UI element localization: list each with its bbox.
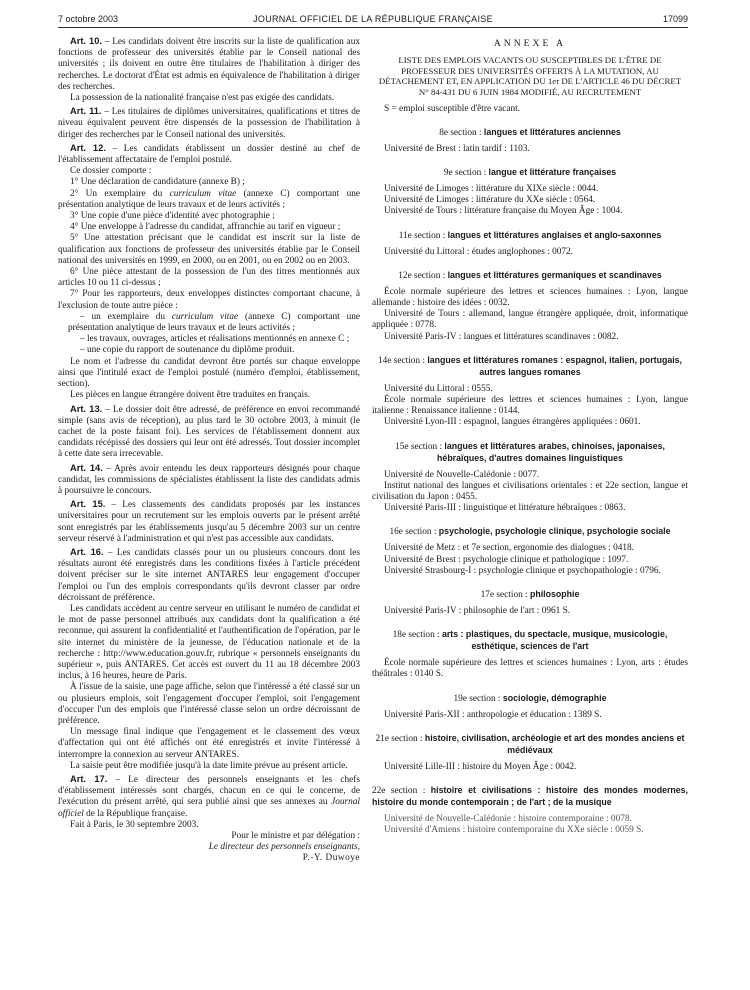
section-11-entry: Université du Littoral : études anglophones : 0072.	[384, 246, 574, 257]
dash-item-1: – un exemplaire du curriculum vitae (annexe C) comportant une présentation analytique de leurs travaux et de leurs activités ;	[68, 311, 360, 334]
section-17-heading: 17e section : philosophie	[480, 589, 580, 601]
list-item-2: 2° Un exemplaire du curriculum vitae (annexe C) comportant une présentation analytique de leurs travaux et de leurs activités ;	[58, 188, 361, 210]
section-19-heading: 19e section : sociologie, démographie	[453, 692, 607, 704]
fait-a-paris: Fait à Paris, le 30 septembre 2003.	[70, 819, 199, 830]
article-10-para-2: La possession de la nationalité française n'est pas exigée des candidats.	[70, 93, 335, 104]
list-item-3: 3° Une copie d'une pièce d'identité avec photographie ;	[70, 211, 275, 222]
section-19-entry: Université Paris-XII : anthropologie et éducation : 1389 S.	[384, 709, 602, 720]
header-journal-title: JOURNAL OFFICIEL DE LA RÉPUBLIQUE FRANÇAISE	[253, 14, 493, 24]
article-13: Art. 13. – Le dossier doit être adressé, de préférence en envoi recommandé simple (sans avis de réception), au plus tard le 30 octobre 2003, à minuit (le cachet de la poste faisant foi). Les services de l'établissement donnent aux candidats récépissé des dossiers qui leur ont été adressés. Tout dossier incomplet à cette date sera irrecevable.	[58, 403, 360, 460]
section-12-entry: Université Paris-IV : langues et littératures scandinaves : 0082.	[384, 331, 619, 342]
article-15: Art. 15. – Les classements des candidats proposés par les instances universitaires pour un recrutement sur les emplois ouverts par le présent arrêté sont enregistrés par les établissements jusqu'au 5 décembre 2003 sur un centre serveur réservé à l'administration et qui n'est pas accessible aux candidats.	[58, 499, 360, 544]
section-16-heading: 16e section : psychologie, psychologie clinique, psychologie sociale	[389, 526, 671, 538]
article-12: Art. 12. – Les candidats établissent un dossier destiné au chef de l'établissement affectataire de l'emploi postulé.	[58, 142, 360, 166]
section-16-entry: Université Strasbourg-I : psychologie clinique et psychopathologie : 0796.	[384, 565, 661, 576]
section-9-entry: Université de Limoges : littérature du XIXe siècle : 0044.	[384, 183, 599, 194]
section-18-heading: 18e section : arts : plastiques, du spectacle, musique, musicologie, esthétique, sciences de l'art	[392, 629, 668, 652]
section-14-entry: École normale supérieure des lettres et sciences humaines : Lyon, langue italienne : Renaissance italienne : 0144.	[372, 395, 688, 417]
header-rule	[58, 27, 688, 28]
page-header	[58, 12, 688, 28]
article-16-para-3: À l'issue de la saisie, une page affiche, selon que l'intéressé a été classé sur un ou plusieurs emplois, soit l'engagement d'occuper l'emploi, soit l'engagement d'occuper l'un des emplois que l'intéressé classe selon un ordre décroissant de préférence.	[58, 682, 360, 726]
signature-delegation: Pour le ministre et par délégation :	[231, 831, 360, 842]
section-12-entry: École normale supérieure des lettres et sciences humaines : Lyon, langue allemande : histoire des idées : 0032.	[372, 286, 688, 308]
section-15-entry: Institut national des langues et civilisations orientales : et 22e section, langue et civilisation du Japon : 0455.	[372, 480, 688, 503]
section-11-heading: 11e section : langues et littératures anglaises et anglo-saxonnes	[398, 229, 662, 241]
article-10: Art. 10. – Les candidats doivent être inscrits sur la liste de qualification aux fonctions de professeur des universités établie par le Conseil national des universités ; ils doivent en outre être titulaires de l'habilitation à diriger des recherches. Le doctorat d'État est admis en équivalence de l'habilitation à diriger des recherches.	[58, 36, 360, 92]
article-11: Art. 11. – Les titulaires de diplômes universitaires, qualifications et titres de niveau équivalent peuvent être dispensés de la possession de l'habilitation à diriger des recherches par le Conseil national des universités.	[58, 106, 360, 140]
dash-item-3: – une copie du rapport de soutenance du diplôme produit.	[80, 345, 295, 356]
article-16: Art. 16. – Les candidats classés pour un ou plusieurs concours dont les résultats auront été enregistrés dans les conditions fixées à l'article précédent doivent préciser sur le site internet ANTARES leur engagement d'occuper l'emploi ou l'un des emplois correspondants qu'ils devront classer par ordre décroissant de préférence.	[58, 546, 360, 603]
section-17-entry: Université Paris-IV : philosophie de l'art : 0961 S.	[384, 606, 571, 617]
list-item-7: 7° Pour les rapporteurs, deux enveloppes distinctes comportant chacune, à l'exclusion de toute autre pièce :	[58, 289, 360, 311]
section-21-heading: 21e section : histoire, civilisation, archéologie et art des mondes anciens et médiévaux	[375, 732, 685, 755]
section-22-heading: 22e section : histoire et civilisations : histoire des mondes modernes, histoire du monde contemporain ; de l'art ; de la musique	[372, 785, 688, 808]
annex-title: LISTE DES EMPLOIS VACANTS OU SUSCEPTIBLES DE L'ÊTRE DE PROFESSEUR DES UNIVERSITÉS OFFERTS À LA MUTATION, AU DÉTACHEMENT ET, EN APPLICATION DU 1er DE L'ARTICLE 46 DU DÉCRET N° 84-431 DU 6 JUIN 1984 MODIFIÉ, AU RECRUTEMENT	[378, 55, 682, 97]
list-item-4: 4° Une enveloppe à l'adresse du candidat, affranchie au tarif en vigueur ;	[70, 222, 341, 233]
section-9-entry: Université de Tours : littérature française du Moyen Âge : 1004.	[384, 206, 623, 217]
dash-item-2: – les travaux, ouvrages, articles et réalisations mentionnés en annexe C ;	[80, 334, 350, 345]
section-21-entry: Université Lille-III : histoire du Moyen Âge : 0042.	[384, 761, 577, 772]
article-17: Art. 17. – Le directeur des personnels enseignants et les chefs d'établissement intéressés sont chargés, chacun en ce qui le concerne, de l'exécution du présent arrêté, qui sera publié ainsi que ses annexes au Journal officiel de la République française.	[58, 774, 360, 819]
signature-name: P.-Y. Duwoye	[302, 853, 360, 864]
list-item-6: 6° Une pièce attestant de la possession de l'un des titres mentionnés aux articles 10 ou 11 ci-dessus ;	[58, 267, 360, 289]
section-9-entry: Université de Limoges : littérature du XXe siècle : 0564.	[384, 195, 596, 206]
article-12-para-4: Les pièces en langue étrangère doivent être traduites en français.	[70, 390, 311, 401]
left-column	[58, 36, 360, 865]
section-22-entry: Université d'Amiens : histoire contemporaine du XXe siècle : 0059 S.	[384, 825, 644, 836]
article-12-para-3: Le nom et l'adresse du candidat devront être portés sur chaque enveloppe ainsi que l'intitulé exact de l'emploi postulé (numéro d'emploi, établissement, section).	[58, 356, 360, 390]
article-12-para-2: Ce dossier comporte :	[70, 166, 152, 177]
header-page-number: 17099	[662, 14, 688, 24]
section-14-entry: Université du Littoral : 0555.	[384, 383, 493, 394]
section-9-heading: 9e section : langue et littérature françaises	[443, 166, 617, 178]
signature-title: Le directeur des personnels enseignants,	[208, 842, 360, 853]
section-15-entry: Université de Nouvelle-Calédonie : 0077.	[384, 469, 540, 480]
article-16-para-2: Les candidats accèdent au centre serveur en utilisant le numéro de candidat et le mot de passe personnel attribués aux candidats dont la qualification a été reconnue, qui assurent la confidentialité et l'authentification de l'opération, par le site internet du ministère de la jeunesse, de l'éducation nationale et de la recherche : http://www.education.gouv.fr, rubrique « personnels enseignants du supérieur », puis ANTARES. Cet accès est ouvert du 11 au 18 décembre 2003 inclus, à 16 heures, heure de Paris.	[58, 603, 360, 682]
section-15-entry: Université Paris-III : linguistique et littérature hébraïques : 0863.	[384, 503, 626, 514]
s-legend: S = emploi susceptible d'être vacant.	[384, 103, 521, 114]
header-date: 7 octobre 2003	[58, 14, 119, 24]
section-14-entry: Université Lyon-III : espagnol, langues étrangères appliquées : 0601.	[384, 417, 641, 428]
section-16-entry: Université de Metz : et 7e section, ergonomie des dialogues : 0418.	[384, 543, 635, 554]
section-16-entry: Université de Brest : psychologie clinique et pathologique : 1097.	[384, 554, 629, 565]
section-22-entry: Université de Nouvelle-Calédonie : histoire contemporaine : 0078.	[384, 814, 632, 825]
section-14-heading: 14e section : langues et littératures romanes : espagnol, italien, portugais, autres langues romanes	[377, 354, 682, 377]
right-column	[372, 36, 688, 836]
section-8-heading: 8e section : langues et littératures anciennes	[439, 126, 621, 138]
section-15-heading: 15e section : langues et littératures arabes, chinoises, japonaises, hébraïques, d'autres domaines linguistiques	[395, 440, 665, 463]
section-8-entry: Université de Brest : latin tardif : 1103.	[384, 143, 530, 154]
section-12-entry: Université de Tours : allemand, langue étrangère appliquée, droit, informatique appliquée : 0778.	[372, 309, 688, 331]
annex-heading: ANNEXE A	[493, 38, 567, 49]
article-16-para-5: La saisie peut être modifiée jusqu'à la date limite prévue au présent article.	[70, 760, 348, 771]
section-12-heading: 12e section : langues et littératures germaniques et scandinaves	[398, 269, 662, 281]
article-16-para-4: Un message final indique que l'engagement et le classement des vœux d'affectation qui ont été affichés ont été enregistrés et invite l'intéressé à interrompre la connexion au serveur ANTARES.	[58, 727, 360, 760]
list-item-5: 5° Une attestation précisant que le candidat est inscrit sur la liste de qualification aux fonctions de professeur des universités établie par le Conseil national des universités en 1999, en 2000, ou en 2001, ou en 2002 ou en 2003.	[58, 233, 360, 266]
article-14: Art. 14. – Après avoir entendu les deux rapporteurs désignés pour chaque candidat, les commissions de spécialistes établissent la liste des candidats admis à poursuivre le concours.	[58, 462, 360, 496]
section-18-entry: École normale supérieure des lettres et sciences humaines : Lyon, arts : études théâtrales : 0140 S.	[372, 658, 688, 680]
list-item-1: 1° Une déclaration de candidature (annexe B) ;	[70, 177, 245, 188]
